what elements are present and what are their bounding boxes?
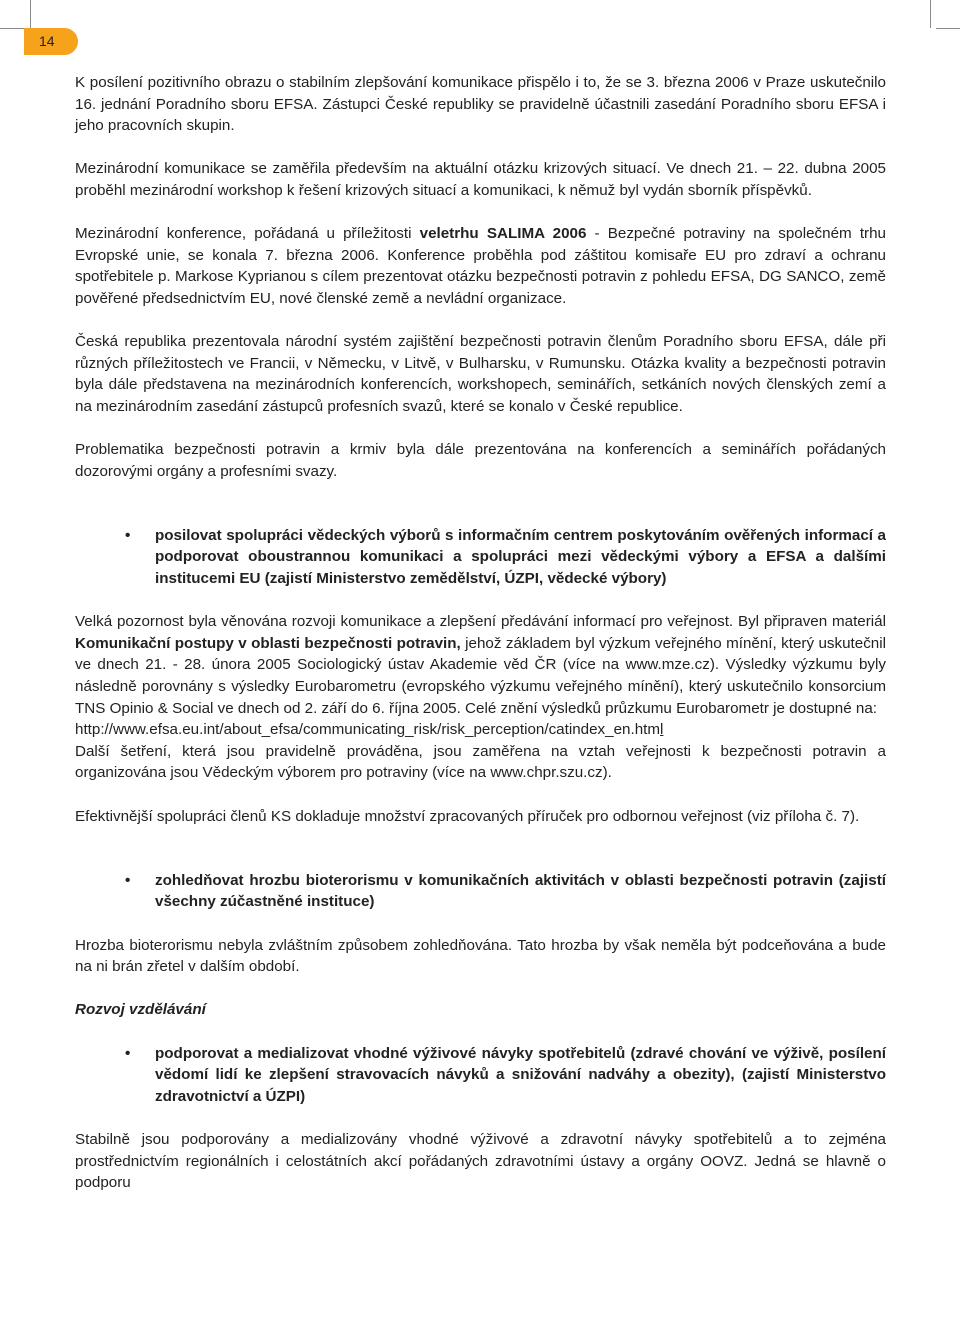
bullet-text: zohledňovat hrozbu bioterorismu v komunikačních aktivitách v oblasti bezpečnosti potravin (zajistí všechny zúčastněné instituce) (155, 871, 886, 911)
paragraph (75, 611, 886, 784)
text-run: jehož základem byl výzkum veřejného mínění, který uskutečnil ve dnech 21. - 28. února 2005 Sociologický ústav Akademie věd ČR (více na www.mze.cz). Výsledky výzkumu byly následně porovnány s výsledky Eurobarometru (evropského výzkumu veřejného mínění), který uskutečnilo konsorcium TNS Opinio & Social ve dnech od 2. září do 6. října 2005. Celé znění výsledků průzkumu Eurobarometr je dostupné na: (75, 634, 886, 717)
bullet-icon: • (125, 871, 131, 889)
bullet-text: podporovat a medializovat vhodné výživové návyky spotřebitelů (zdravé chování ve výživě, posílení vědomí lidí ke zlepšení stravovacích návyků a snižování nadváhy a obezity), (zajistí Ministerstvo zdravotnictví a ÚZPI) (155, 1044, 886, 1105)
page-number-badge (24, 28, 78, 55)
bullet-item (75, 870, 886, 913)
paragraph: Hrozba bioterorismu nebyla zvláštním způsobem zohledňována. Tato hrozba by však neměla být podceňována a bude na ni brán zřetel v dalším období. (75, 936, 886, 976)
paragraph: K posílení pozitivního obrazu o stabilním zlepšování komunikace přispělo i to, že se 3. března 2006 v Praze uskutečnilo 16. jednání Poradního sboru EFSA. Zástupci České republiky se pravidelně účastnili zasedání Poradního sboru EFSA i jeho pracovních skupin. (75, 74, 886, 135)
bullet-item (75, 525, 886, 590)
bullet-icon: • (125, 526, 131, 544)
text-run: Velká pozornost byla věnována rozvoji komunikace a zlepšení předávání informací pro veřejnost. Byl připraven materiál (75, 613, 886, 631)
document-body (75, 72, 886, 1215)
page-number: 14 (39, 33, 55, 49)
bold-text: veletrhu SALIMA 2006 (419, 225, 587, 243)
bullet-icon: • (125, 1044, 131, 1062)
section-heading: Rozvoj vzdělávání (75, 1001, 206, 1019)
paragraph: Efektivnější spolupráci členů KS dokladuje množství zpracovaných příruček pro odbornou veřejnost (viz příloha č. 7). (75, 807, 860, 825)
url-link[interactable]: http://www.efsa.eu.int/about_efsa/communicating_risk/risk_perception/catindex_en.html (75, 721, 664, 739)
paragraph: Mezinárodní komunikace se zaměřila především na aktuální otázku krizových situací. Ve dnech 21. – 22. dubna 2005 proběhl mezinárodní workshop k řešení krizových situací a komunikaci, k němuž byl vydán sborník příspěvků. (75, 160, 886, 199)
paragraph: Stabilně jsou podporovány a medializovány vhodné výživové a zdravotní návyky spotřebitelů a to zejména prostřednictvím regionálních i celostátních akcí pořádaných zdravotními ústavy a orgány OOVZ. Jedná se hlavně o podporu (75, 1130, 886, 1192)
paragraph (75, 223, 886, 309)
bold-text: Komunikační postupy v oblasti bezpečnosti potravin, (75, 634, 461, 652)
crop-mark-vertical (30, 0, 31, 28)
bullet-text: posilovat spolupráci vědeckých výborů s informačním centrem poskytováním ověřených informací a podporovat oboustrannou komunikaci a spolupráci mezi vědeckými výbory a EFSA a dalšími institucemi EU (zajistí Ministerstvo zemědělství, ÚZPI, vědecké výbory) (155, 526, 886, 588)
text-run: Mezinárodní konference, pořádaná u příležitosti (75, 225, 420, 243)
crop-mark-vertical-right (930, 0, 931, 28)
text-run: - Bezpečné potraviny na společném trhu Evropské unie, se konala 7. března 2006. Konference proběhla pod záštitou komisaře EU pro zdraví a ochranu spotřebitele p. Markose Kyprianou s cílem prezentovat otázku bezpečnosti potravin z pohledu EFSA, DG SANCO, země pověřené předsednictvím EU, nové členské země a nevládní organizace. (75, 225, 886, 307)
crop-mark-horizontal-right (936, 28, 960, 29)
paragraph: Česká republika prezentovala národní systém zajištění bezpečnosti potravin členům Poradního sboru EFSA, dále při různých příležitostech ve Francii, v Německu, v Litvě, v Bulharsku, v Rumunsku. Otázka kvality a bezpečnosti potravin byla dále představena na mezinárodních konferencích, workshopech, seminářích, setkáních nových členských zemí a na mezinárodním zasedání zástupců profesních svazů, které se konalo v České republice. (75, 333, 886, 415)
crop-mark-horizontal (0, 28, 24, 29)
bullet-item (75, 1043, 886, 1108)
text-run: Další šetření, která jsou pravidelně prováděna, jsou zaměřena na vztah veřejnosti k bezpečnosti potravin a organizována jsou Vědeckým výborem pro potraviny (více na www.chpr.szu.cz). (75, 742, 886, 782)
paragraph: Problematika bezpečnosti potravin a krmiv byla dále prezentována na konferencích a seminářích pořádaných dozorovými orgány a profesními svazy. (75, 441, 886, 480)
